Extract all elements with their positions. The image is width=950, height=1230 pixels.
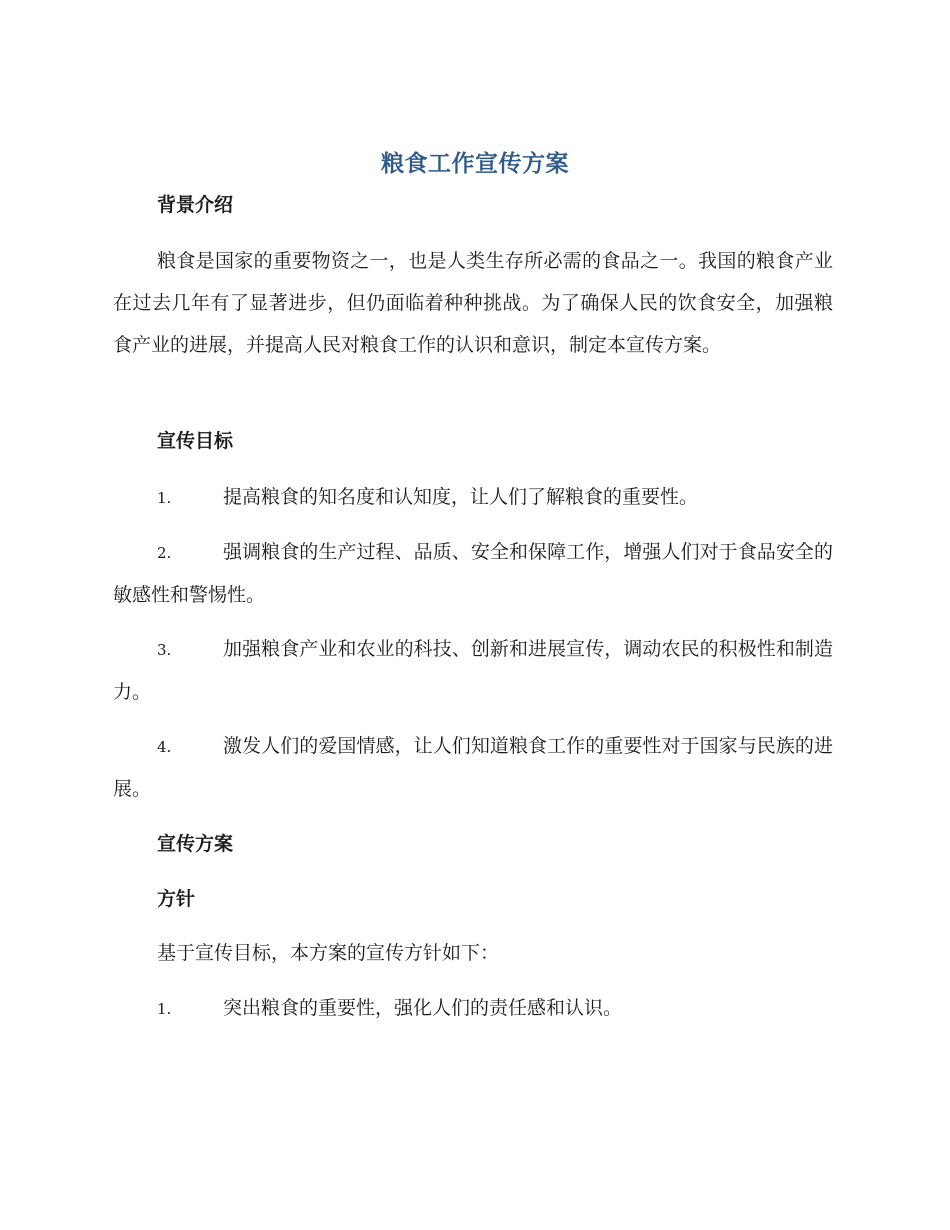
list-text: 提高粮食的知名度和认知度，让人们了解粮食的重要性。	[223, 486, 699, 508]
plan-intro-text: 基于宣传目标，本方案的宣传方针如下：	[157, 942, 500, 964]
list-text: 加强粮食产业和农业的科技、创新和进展宣传，调动农民的积极性和制造力。	[113, 638, 833, 703]
section-heading-goals: 宣传目标	[157, 430, 234, 452]
document-title: 粮食工作宣传方案	[381, 151, 569, 177]
plan-list-item-1	[113, 987, 833, 1030]
section-heading-plan: 宣传方案	[157, 833, 234, 855]
goal-list-item-3	[113, 628, 833, 713]
list-number: 3.	[157, 641, 172, 659]
goal-list-item-4	[113, 725, 833, 810]
list-text: 激发人们的爱国情感，让人们知道粮食工作的重要性对于国家与民族的进展。	[113, 735, 833, 800]
list-text: 强调粮食的生产过程、品质、安全和保障工作，增强人们对于食品安全的敏感性和警惕性。	[113, 541, 833, 606]
section-subheading-principles: 方针	[157, 888, 196, 910]
section-heading-background: 背景介绍	[157, 194, 234, 216]
list-number: 2.	[157, 544, 172, 562]
goal-list-item-2	[113, 531, 833, 616]
goal-list-item-1	[113, 476, 833, 519]
list-number: 1.	[157, 1000, 172, 1018]
list-number: 1.	[157, 489, 172, 507]
list-text: 突出粮食的重要性，强化人们的责任感和认识。	[223, 997, 623, 1019]
background-paragraph: 粮食是国家的重要物资之一，也是人类生存所必需的食品之一。我国的粮食产业在过去几年有了显著进步，但仍面临着种种挑战。为了确保人民的饮食安全，加强粮食产业的进展，并提高人民对粮食工作的认识和意识，制定本宣传方案。	[113, 250, 833, 356]
list-number: 4.	[157, 738, 172, 756]
